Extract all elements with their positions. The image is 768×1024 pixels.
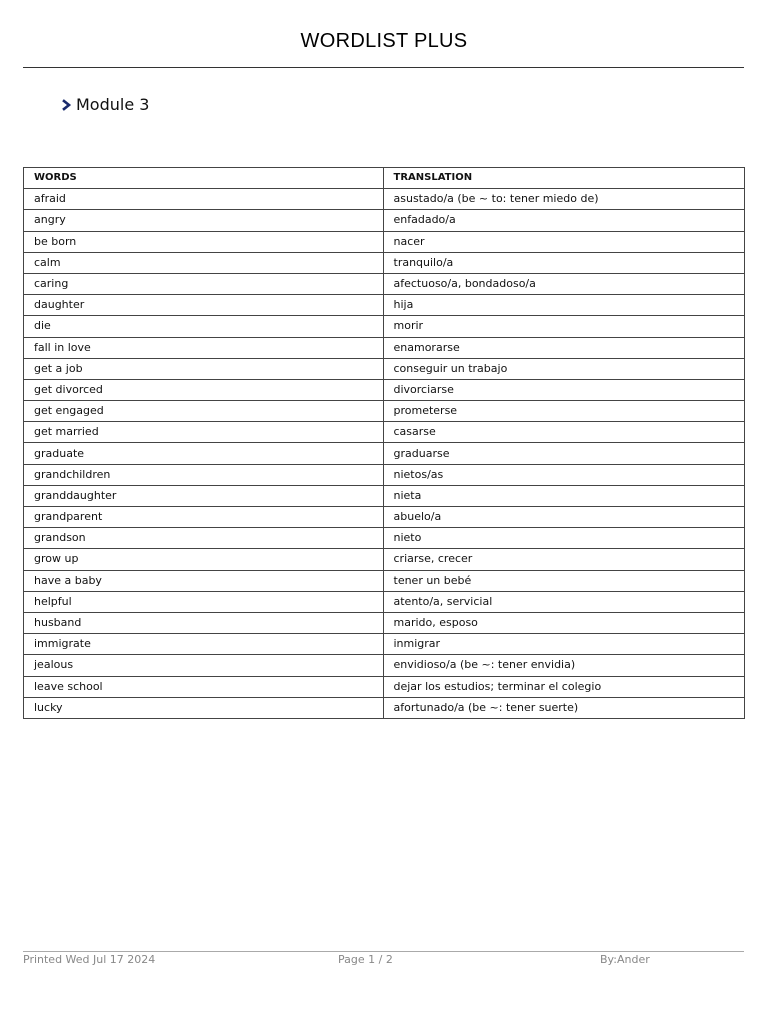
table-row [24,337,745,358]
word-cell: get married [24,422,384,443]
translation-cell: casarse [383,422,745,443]
word-cell: grandchildren [24,464,384,485]
word-cell: grandson [24,528,384,549]
table-row [24,676,745,697]
wordlist-table [23,167,745,719]
translation-cell: nietos/as [383,464,745,485]
table-row [24,358,745,379]
translation-cell: morir [383,316,745,337]
translation-cell: tranquilo/a [383,252,745,273]
table-row [24,549,745,570]
page-title: WORDLIST PLUS [300,30,468,52]
table-row [24,697,745,718]
translation-cell: inmigrar [383,634,745,655]
word-cell: grow up [24,549,384,570]
table-row [24,612,745,633]
module-heading [61,95,149,114]
translation-cell: marido, esposo [383,612,745,633]
table-row [24,252,745,273]
word-cell: granddaughter [24,485,384,506]
table-row [24,422,745,443]
word-cell: be born [24,231,384,252]
word-cell: immigrate [24,634,384,655]
translation-cell: abuelo/a [383,507,745,528]
word-cell: jealous [24,655,384,676]
translation-cell: conseguir un trabajo [383,358,745,379]
word-cell: graduate [24,443,384,464]
table-row [24,379,745,400]
translation-cell: afortunado/a (be ~: tener suerte) [383,697,745,718]
footer-divider [23,951,744,952]
translation-cell: hija [383,295,745,316]
translation-cell: enamorarse [383,337,745,358]
translation-cell: graduarse [383,443,745,464]
word-cell: get divorced [24,379,384,400]
translation-cell: asustado/a (be ~ to: tener miedo de) [383,189,745,210]
table-header-row [24,168,745,189]
word-cell: afraid [24,189,384,210]
translation-cell: prometerse [383,401,745,422]
chevron-right-icon [61,97,74,113]
table-row [24,231,745,252]
table-row [24,507,745,528]
table-row [24,189,745,210]
word-cell: die [24,316,384,337]
translation-cell: divorciarse [383,379,745,400]
printed-date: Printed Wed Jul 17 2024 [23,953,156,966]
word-cell: calm [24,252,384,273]
author: By:Ander [600,953,650,966]
page-number: Page 1 / 2 [338,953,393,966]
word-cell: daughter [24,295,384,316]
translation-cell: tener un bebé [383,570,745,591]
word-cell: helpful [24,591,384,612]
word-cell: caring [24,273,384,294]
word-cell: angry [24,210,384,231]
translation-cell: afectuoso/a, bondadoso/a [383,273,745,294]
word-cell: lucky [24,697,384,718]
translation-cell: nieto [383,528,745,549]
table-row [24,485,745,506]
translation-cell: enfadado/a [383,210,745,231]
title-divider [23,67,744,68]
word-cell: grandparent [24,507,384,528]
table-row [24,655,745,676]
table-row [24,591,745,612]
word-cell: get a job [24,358,384,379]
word-cell: husband [24,612,384,633]
word-cell: fall in love [24,337,384,358]
table-row [24,464,745,485]
table-row [24,570,745,591]
translation-cell: dejar los estudios; terminar el colegio [383,676,745,697]
word-cell: get engaged [24,401,384,422]
table-row [24,528,745,549]
translation-cell: nacer [383,231,745,252]
table-row [24,316,745,337]
column-header-translation: TRANSLATION [383,168,745,189]
table-row [24,634,745,655]
word-cell: have a baby [24,570,384,591]
table-row [24,210,745,231]
translation-cell: nieta [383,485,745,506]
translation-cell: envidioso/a (be ~: tener envidia) [383,655,745,676]
word-cell: leave school [24,676,384,697]
translation-cell: criarse, crecer [383,549,745,570]
table-row [24,295,745,316]
translation-cell: atento/a, servicial [383,591,745,612]
table-row [24,443,745,464]
table-row [24,401,745,422]
table-row [24,273,745,294]
module-label: Module 3 [76,95,150,114]
column-header-words: WORDS [24,168,384,189]
